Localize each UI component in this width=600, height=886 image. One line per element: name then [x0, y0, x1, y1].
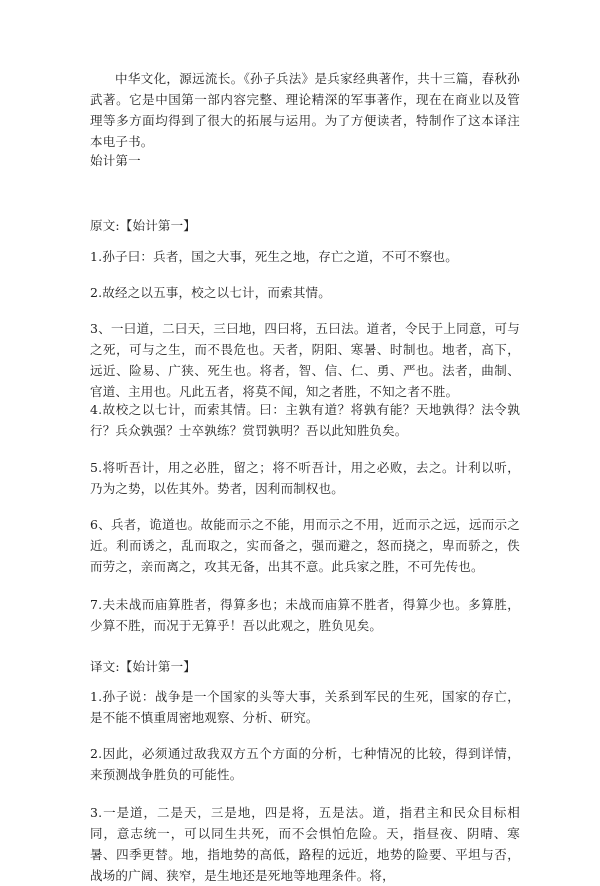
original-paragraph-5: 5.将听吾计，用之必胜，留之；将不听吾计，用之必败，去之。计利以听，乃为之势，以佐其外。势者，因利而制权也。 [90, 460, 520, 496]
intro-paragraph: 中华文化，源远流长。《孙子兵法》是兵家经典著作，共十三篇，春秋孙武著。它是中国第一部内容完整、理论精深的军事著作，现在在商业以及管理等多方面均得到了很大的拓展与运用。为了方便读者，特制作了这本译注本电子书。 [90, 71, 520, 149]
translation-paragraph-2: 2.因此，必须通过敌我双方五个方面的分析，七种情况的比较，得到详情，来预测战争胜负的可能性。 [90, 746, 520, 782]
original-heading: 原文:【始计第一】 [90, 218, 197, 233]
translation-paragraph-1: 1.孙子说：战争是一个国家的头等大事，关系到军民的生死，国家的存亡，是不能不慎重周密地观察、分析、研究。 [90, 689, 520, 725]
chapter-title: 始计第一 [90, 153, 141, 168]
original-paragraph-2: 2.故经之以五事，校之以七计，而索其情。 [90, 285, 331, 300]
original-paragraph-7: 7.夫未战而庙算胜者，得算多也；未战而庙算不胜者，得算少也。多算胜，少算不胜，而况于无算乎！吾以此观之，胜负见矣。 [90, 597, 520, 633]
translation-paragraph-3: 3.一是道，二是天，三是地，四是将，五是法。道，指君主和民众目标相同，意志统一，可以同生共死，而不会惧怕危险。天，指昼夜、阴晴、寒暑、四季更替。地，指地势的高低，路程的远近，地势的险要、平坦与否，战场的广阔、狭窄，是生地还是死地等地理条件。将， [90, 805, 520, 883]
original-paragraph-6: 6、兵者，诡道也。故能而示之不能，用而示之不用，近而示之远，远而示之近。利而诱之，乱而取之，实而备之，强而避之，怒而挠之，卑而骄之，佚而劳之，亲而离之，攻其无备，出其不意。此兵家之胜，不可先传也。 [90, 517, 520, 574]
translation-heading: 译文:【始计第一】 [90, 659, 197, 674]
original-paragraph-3: 3、一曰道，二曰天，三曰地，四曰将，五曰法。道者，令民于上同意，可与之死，可与之生，而不畏危也。天者，阴阳、寒暑、时制也。地者，高下，远近、险易、广狭、死生也。将者，智、信、仁、勇、严也。法者，曲制、官道、主用也。凡此五者，将莫不闻，知之者胜，不知之者不胜。 [90, 321, 520, 399]
original-paragraph-1: 1.孙子曰：兵者，国之大事，死生之地，存亡之道，不可不察也。 [90, 249, 458, 264]
original-paragraph-4: 4.故校之以七计，而索其情。曰：主孰有道？将孰有能？天地孰得？法令孰行？兵众孰强？士卒孰练？赏罚孰明？吾以此知胜负矣。 [90, 402, 520, 438]
